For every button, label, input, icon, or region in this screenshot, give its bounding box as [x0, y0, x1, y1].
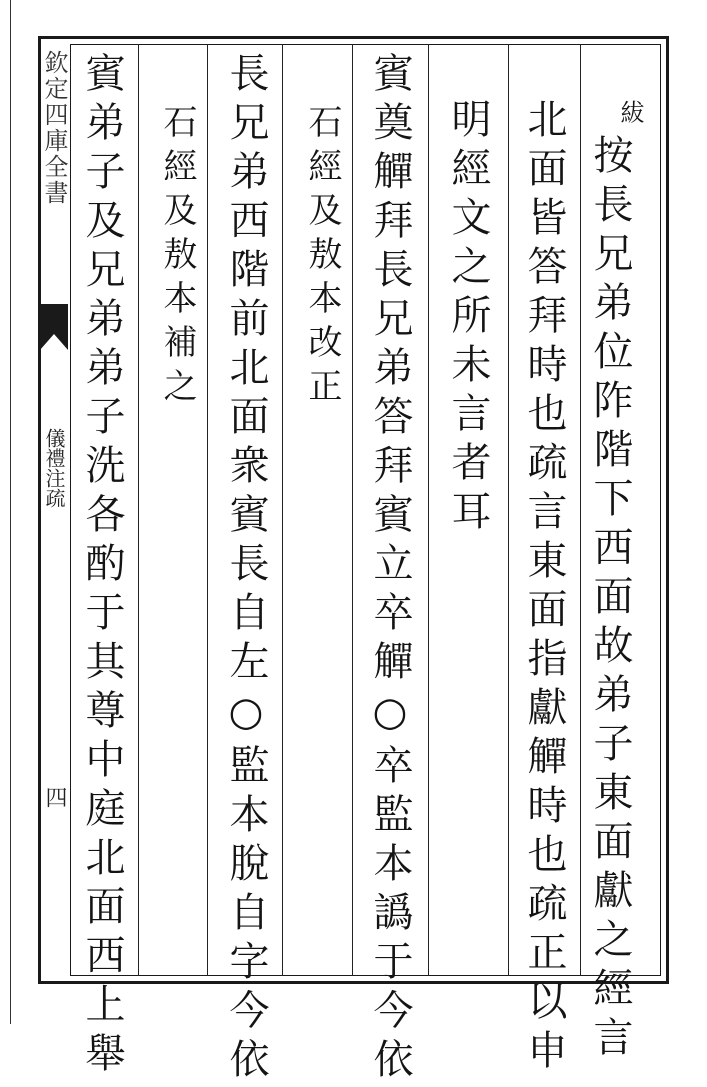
- column-rule: [138, 44, 139, 976]
- gutter-book-title: 儀禮注疏: [42, 428, 66, 508]
- text-column-8: 賓弟子及兄弟弟子洗各酌于其尊中庭北面西上舉: [79, 52, 125, 1081]
- column-rule: [580, 44, 581, 976]
- column-rule: [352, 44, 353, 976]
- text-column-1: 按長兄弟位阼階下西面故弟子東面獻之經言: [587, 134, 633, 1065]
- text-column-7: 石經及敖本補之: [157, 104, 197, 412]
- text-column-4: 賓奠觶拜長兄弟答拜賓立卒觶○卒監本譌于今依: [367, 52, 413, 1087]
- text-column-3: 明經文之所未言者耳: [445, 98, 491, 539]
- column-rule: [428, 44, 429, 976]
- column-rule: [508, 44, 509, 976]
- text-column-6: 長兄弟西階前北面衆賓長自左○監本脫自字今依: [223, 52, 269, 1087]
- text-column-2: 北面皆答拜時也疏言東面指獻觶時也疏正以申: [521, 98, 567, 1078]
- gutter-collection-title: 欽定四庫全書: [40, 50, 68, 206]
- gutter-edge-line: [10, 0, 11, 1024]
- column-rule: [282, 44, 283, 976]
- column-rule: [207, 44, 208, 976]
- text-column-5: 石經及敖本改正: [302, 104, 342, 412]
- gutter-page-number: 四: [42, 786, 67, 808]
- column-marker-label: 紱: [616, 100, 644, 124]
